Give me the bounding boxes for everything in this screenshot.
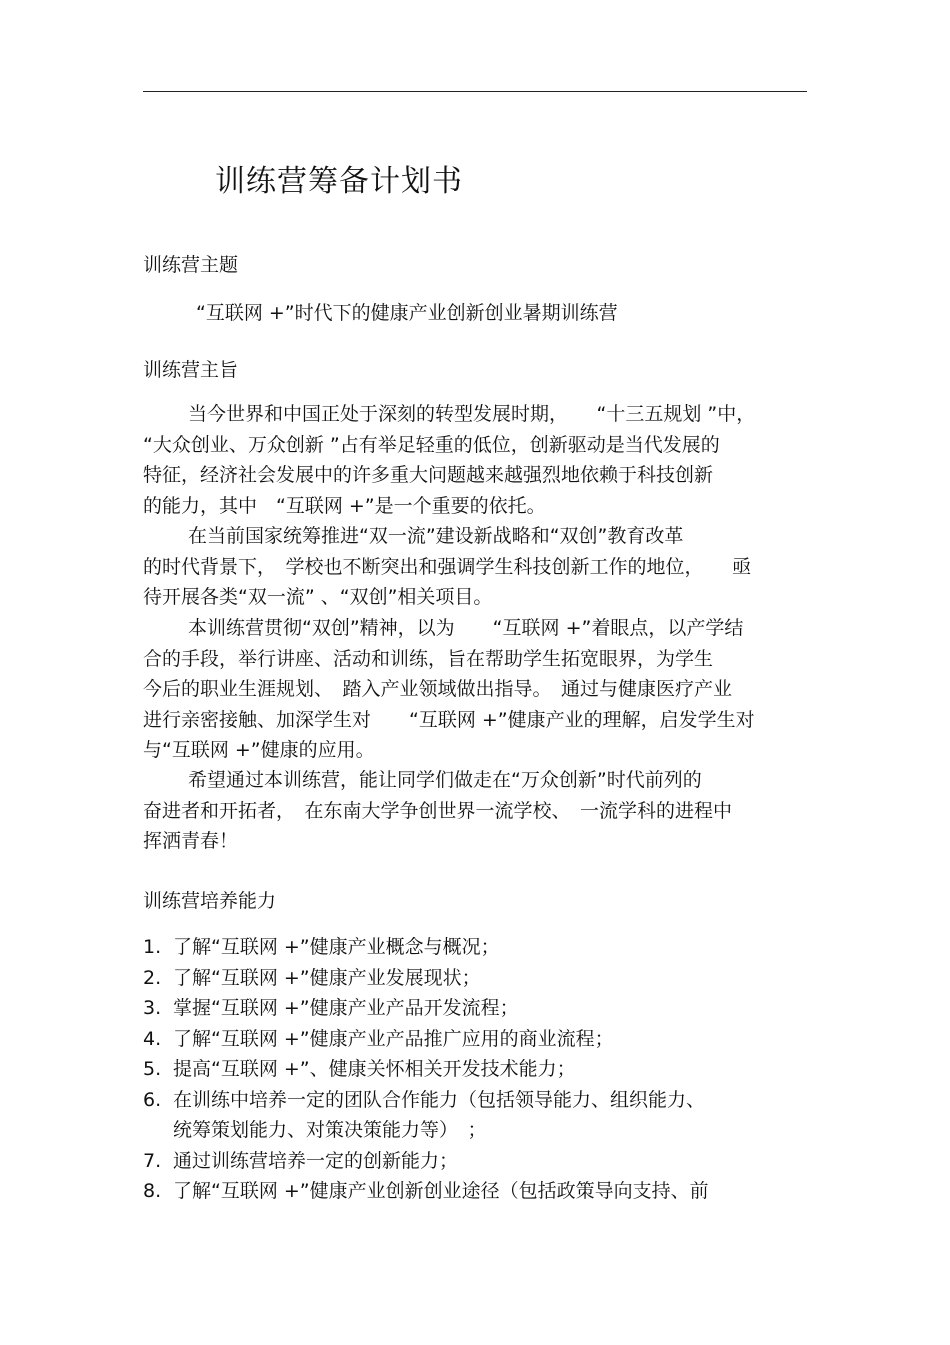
list-item (143, 1024, 809, 1055)
purpose-paragraph-3 (143, 613, 809, 766)
list-item (143, 963, 809, 994)
paragraph-line: 的时代背景下， 学校也不断突出和强调学生科技创新工作的地位， 亟 (143, 555, 752, 578)
paragraph-line: 希望通过本训练营，能让同学们做走在“万众创新”时代前列的 (188, 769, 702, 791)
list-item (143, 1054, 809, 1085)
list-item-number: 4. (143, 1027, 162, 1050)
list-item (143, 993, 809, 1024)
paragraph-line: 合的手段，举行讲座、活动和训练，旨在帮助学生拓宽眼界，为学生 (143, 647, 714, 670)
list-item-text: 了解“互联网 +”健康产业发展现状； (173, 966, 481, 989)
paragraph-line: “大众创业、万众创新 ”占有举足轻重的低位，创新驱动是当代发展的 (143, 433, 720, 456)
list-item-number: 1. (143, 936, 162, 958)
paragraph-line: 进行亲密接触、加深学生对 “互联网 +”健康产业的理解，启发学生对 (143, 708, 755, 731)
section-heading-theme: 训练营主题 (143, 254, 239, 276)
paragraph-line: 与“互联网 +”健康的应用。 (143, 739, 375, 761)
list-item (143, 1176, 809, 1207)
list-item-text: 提高“互联网 +”、健康关怀相关开发技术能力； (173, 1058, 576, 1080)
paragraph-line: 在当前国家统筹推进“双一流”建设新战略和“双创”教育改革 (188, 525, 684, 547)
list-item-text: 了解“互联网 +”健康产业创新创业途径（包括政策导向支持、前 (173, 1180, 709, 1202)
paragraph-line: 本训练营贯彻“双创”精神，以为 “互联网 +”着眼点，以产学结 (188, 617, 744, 639)
list-item-number: 3. (143, 997, 162, 1019)
list-item-text: 统筹策划能力、对策决策能力等） ； (173, 1119, 487, 1141)
list-item-text: 掌握“互联网 +”健康产业产品开发流程； (173, 997, 519, 1019)
paragraph-line: 挥洒青春！ (143, 830, 239, 852)
paragraph-line: 的能力，其中 “互联网 +”是一个重要的依托。 (143, 494, 546, 517)
purpose-paragraph-1 (143, 399, 809, 521)
list-item-number: 7. (143, 1149, 162, 1172)
list-item (143, 1146, 809, 1177)
header-rule (143, 91, 807, 92)
list-item (143, 932, 809, 963)
paragraph-line: 今后的职业生涯规划、 踏入产业领域做出指导。 通过与健康医疗产业 (143, 678, 733, 700)
list-item (143, 1085, 809, 1146)
paragraph-line: 当今世界和中国正处于深刻的转型发展时期， “十三五规划 ”中， (188, 403, 756, 425)
list-item-text: 在训练中培养一定的团队合作能力（包括领导能力、组织能力、 (173, 1088, 706, 1111)
purpose-paragraph-4 (143, 765, 809, 857)
theme-text: “互联网 +”时代下的健康产业创新创业暑期训练营 (196, 302, 618, 324)
section-heading-abilities: 训练营培养能力 (143, 890, 277, 912)
section-heading-purpose: 训练营主旨 (143, 359, 239, 381)
purpose-paragraph-2 (143, 521, 809, 613)
list-item-text: 了解“互联网 +”健康产业概念与概况； (173, 936, 500, 958)
paragraph-line: 待开展各类“双一流” 、“双创”相关项目。 (143, 586, 493, 608)
list-item-text: 通过训练营培养一定的创新能力； (173, 1149, 459, 1172)
abilities-list (143, 932, 809, 1207)
paragraph-line: 特征，经济社会发展中的许多重大问题越来越强烈地依赖于科技创新 (143, 464, 714, 486)
list-item-number: 6. (143, 1088, 162, 1111)
paragraph-line: 奋进者和开拓者， 在东南大学争创世界一流学校、 一流学科的进程中 (143, 799, 733, 822)
list-item-number: 8. (143, 1180, 162, 1202)
list-item-number: 2. (143, 966, 162, 989)
list-item-text: 了解“互联网 +”健康产业产品推广应用的商业流程； (173, 1027, 614, 1050)
list-item-number: 5. (143, 1058, 162, 1080)
document-title: 训练营筹备计划书 (215, 164, 463, 199)
